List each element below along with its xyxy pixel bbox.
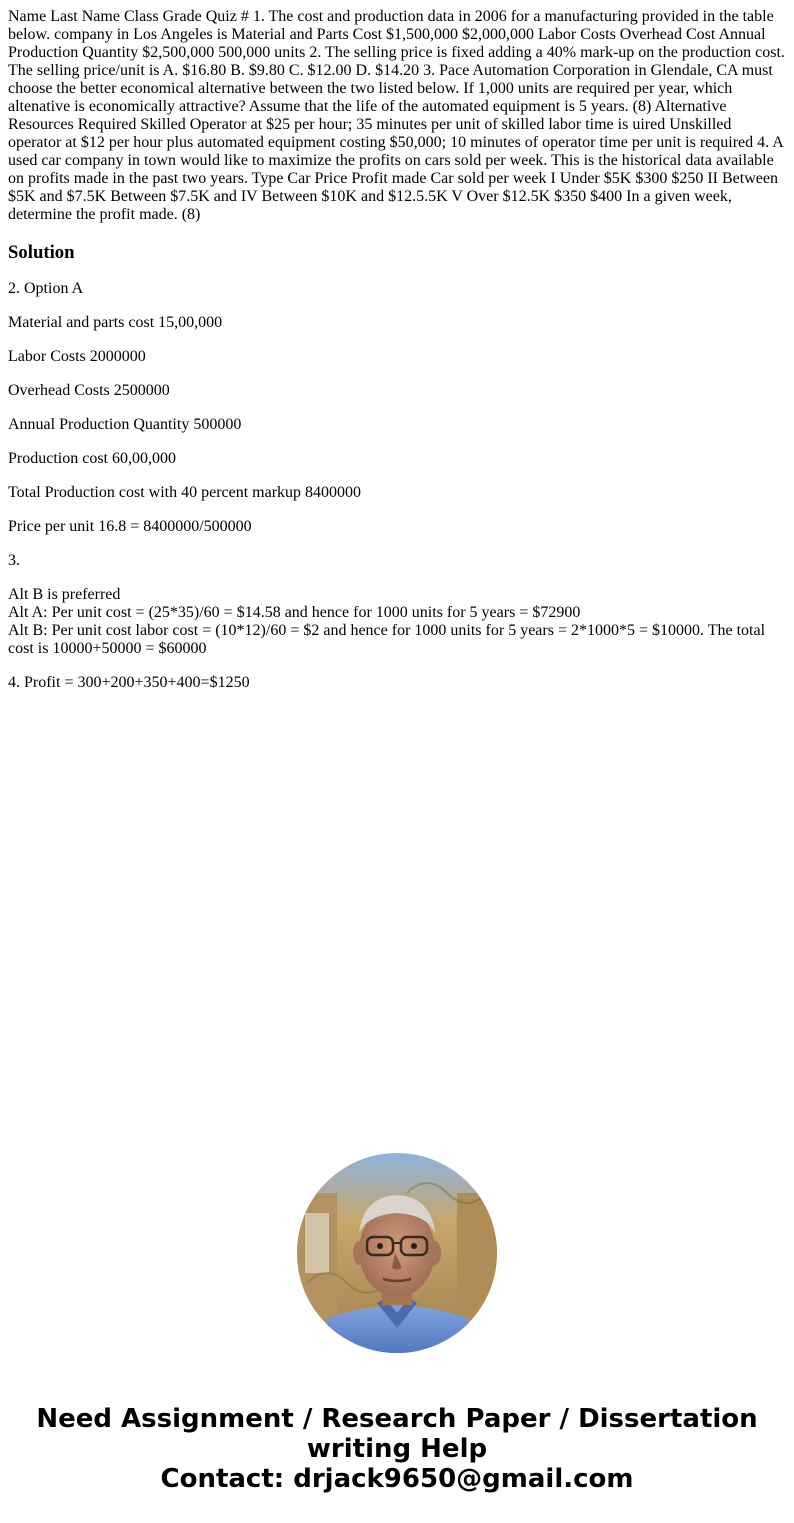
footer-line-2: writing Help — [306, 1434, 488, 1464]
solution-production-cost: Production cost 60,00,000 — [8, 450, 176, 467]
avatar-portrait-image — [297, 1153, 497, 1353]
footer-contact: Contact: drjack9650@gmail.com — [160, 1464, 634, 1494]
footer-line-1: Need Assignment / Research Paper / Dissertation — [36, 1404, 758, 1434]
solution-profit: 4. Profit = 300+200+350+400=$1250 — [8, 674, 250, 691]
avatar — [297, 1153, 497, 1353]
solution-q3-label: 3. — [8, 552, 20, 569]
question-text: Name Last Name Class Grade Quiz # 1. The cost and production data in 2006 for a manufacturing provided in the table below. company in Los Angeles is Material and Parts Cost $1,500,000 $2,000,000 Labor Costs Overhead Cost Annual Production Quantity $2,500,000 500,000 units 2. The selling price is fixed adding a 40% mark-up on the production cost. The selling price/unit is A. $16.80 B. $9.80 C. $12.00 D. $14.20 3. Pace Automation Corporation in Glendale, CA must choose the better economical alternative between the two listed below. If 1,000 units are required per year, which altenative is economically attractive? Assume that the life of the automated equipment is 5 years. (8) Alternative Resources Required Skilled Operator at $25 per hour; 35 minutes per unit of skilled labor time is uired Unskilled operator at $12 per hour plus automated equipment costing $50,000; 10 minutes of operator time per unit is required 4. A used car company in town would like to maximize the profits on cars sold per week. This is the historical data available on profits made in the past two years. Type Car Price Profit made Car sold per week I Under $5K $300 $250 II Between $5K and $7.5K Between $7.5K and IV Between $10K and $12.5.5K V Over $12.5K $350 $400 In a given week, determine the profit made. (8) — [8, 8, 785, 223]
solution-labor: Labor Costs 2000000 — [8, 348, 146, 365]
document-body — [8, 8, 786, 692]
solution-heading: Solution — [8, 242, 75, 263]
solution-material: Material and parts cost 15,00,000 — [8, 314, 223, 331]
solution-alt-a: Alt A: Per unit cost = (25*35)/60 = $14.58 and hence for 1000 units for 5 years = $72900 — [8, 604, 581, 621]
solution-overhead: Overhead Costs 2500000 — [8, 382, 170, 399]
solution-markup: Total Production cost with 40 percent markup 8400000 — [8, 484, 362, 501]
solution-alt-b: Alt B: Per unit cost labor cost = (10*12)/60 = $2 and hence for 1000 units for 5 years = 2*1000*5 = $10000. The total cost is 10000+50000 = $60000 — [8, 622, 766, 657]
solution-option: 2. Option A — [8, 280, 84, 297]
footer-banner — [0, 1404, 794, 1494]
solution-price-per-unit: Price per unit 16.8 = 8400000/500000 — [8, 518, 252, 535]
solution-alternatives — [8, 586, 786, 658]
solution-quantity: Annual Production Quantity 500000 — [8, 416, 242, 433]
solution-alt-preferred: Alt B is preferred — [8, 586, 121, 603]
